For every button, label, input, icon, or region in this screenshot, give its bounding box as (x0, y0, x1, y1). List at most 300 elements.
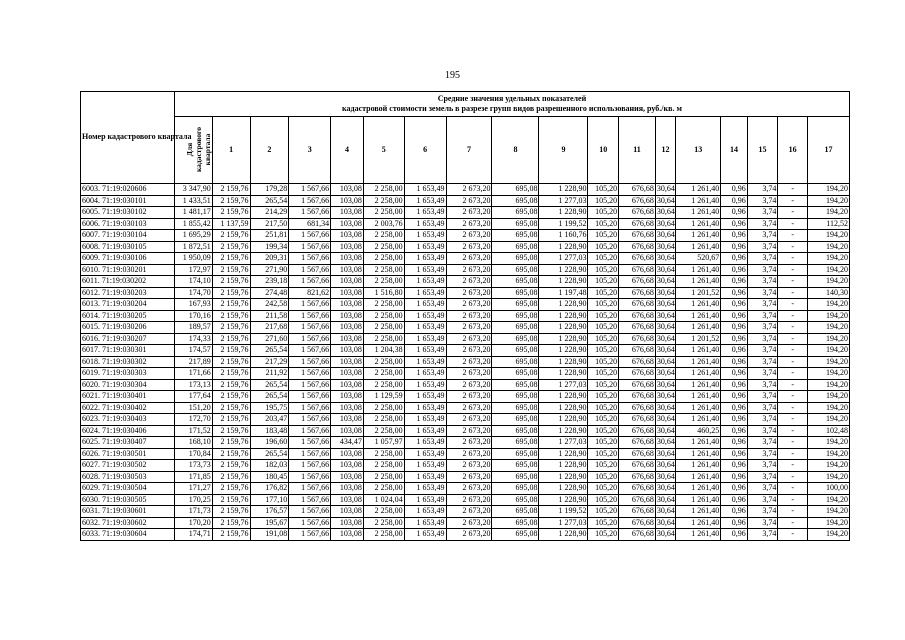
value-cell: 695,08 (492, 425, 539, 437)
value-cell: 0,96 (721, 391, 748, 403)
value-cell: 30,64 (656, 448, 675, 458)
value-cell: 2 258,00 (363, 253, 404, 265)
value-cell: 0,96 (721, 437, 748, 449)
value-cell: 1 261,40 (676, 529, 721, 541)
value-cell: - (778, 437, 808, 449)
value-cell: 2 159,76 (212, 207, 250, 219)
value-cell: 2 258,00 (363, 506, 404, 518)
value-cell: 1 228,90 (539, 322, 588, 334)
table-row (81, 299, 850, 311)
value-cell: 30,64 (656, 218, 675, 228)
value-cell: 1 261,40 (676, 356, 721, 368)
value-cell: 2 159,76 (212, 460, 250, 472)
value-cell: 1 567,66 (289, 299, 331, 311)
value-cell: 2 258,00 (363, 448, 404, 460)
value-cell: 1 653,49 (404, 299, 446, 311)
value-cell: 3,74 (747, 379, 778, 391)
cadastral-quarter-cell: 6024. 71:19:030406 (81, 425, 175, 437)
value-cell: 105,20 (588, 276, 619, 288)
cadastral-quarter-cell: 6020. 71:19:030304 (81, 379, 175, 391)
value-cell: 2 673,20 (446, 402, 492, 414)
value-cell: 821,62 (289, 287, 331, 299)
value-cell: 1 567,66 (289, 195, 331, 207)
value-cell: 174,33 (174, 333, 212, 345)
value-cell: - (778, 264, 808, 276)
value-cell: 1 653,49 (404, 483, 446, 495)
value-cell: 2 673,20 (446, 333, 492, 345)
value-cell: 1 653,49 (404, 322, 446, 334)
table-row (81, 517, 850, 529)
cadastral-quarter-cell: 6009. 71:19:030106 (81, 253, 175, 265)
value-cell: 103,08 (331, 379, 364, 391)
value-cell: 103,08 (331, 345, 364, 357)
header-title-line1: Средние значения удельных показателей (437, 93, 587, 103)
cadastral-quarter-cell: 6014. 71:19:030205 (81, 310, 175, 322)
value-cell: - (778, 379, 808, 391)
cadastral-quarter-cell: 6017. 71:19:030301 (81, 345, 175, 357)
value-cell: 103,08 (331, 529, 364, 541)
value-cell: 1 261,40 (676, 345, 721, 357)
value-cell: 105,20 (588, 529, 619, 541)
value-cell: 1 653,49 (404, 414, 446, 426)
header-column-3: 3 (289, 117, 331, 184)
value-cell: 1 261,40 (676, 437, 721, 449)
value-cell: 105,20 (588, 425, 619, 437)
value-cell: 3,74 (747, 437, 778, 449)
value-cell: 30,64 (656, 287, 675, 297)
value-cell: 265,54 (250, 379, 289, 391)
cadastral-quarter-cell: 6004. 71:19:030101 (81, 195, 175, 207)
value-cell: 3,74 (747, 448, 778, 460)
value-cell: 30,64 (656, 517, 675, 527)
value-cell: 1 653,49 (404, 356, 446, 368)
value-cell: 2 258,00 (363, 333, 404, 345)
value-cell: 1 567,66 (289, 333, 331, 345)
value-cell: 1 228,90 (539, 276, 588, 288)
value-cell: 2 673,20 (446, 218, 492, 230)
value-cell: 194,20 (807, 299, 849, 311)
value-cell: 103,08 (331, 310, 364, 322)
value-cell: 2 159,76 (212, 299, 250, 311)
value-cell: 1 567,66 (289, 506, 331, 518)
table-row (81, 310, 850, 322)
value-cell: 676,68 (619, 322, 656, 334)
value-cell: 434,47 (331, 437, 364, 449)
value-cell: 2 159,76 (212, 230, 250, 242)
value-cell: 179,28 (250, 184, 289, 196)
value-cell: 194,20 (807, 207, 849, 219)
value-cell: - (778, 448, 808, 460)
value-cell: 3,74 (747, 425, 778, 437)
value-cell: 1 567,66 (289, 184, 331, 196)
value-cell: - (778, 368, 808, 380)
value-cell: 1 653,49 (404, 195, 446, 207)
value-cell: 2 159,76 (212, 379, 250, 391)
value-cell: 676,68 (619, 310, 656, 322)
value-cell: 170,20 (174, 517, 212, 529)
value-cell: 1 855,42 (174, 218, 212, 230)
value-cell: 1 228,90 (539, 448, 588, 460)
value-cell: 1 567,66 (289, 276, 331, 288)
value-cell: 30,64 (656, 322, 675, 331)
value-cell: 0,96 (721, 414, 748, 426)
value-cell: 1 199,52 (539, 506, 588, 518)
cadastral-quarter-cell: 6029. 71:19:030504 (81, 483, 175, 495)
value-cell: 1 653,49 (404, 437, 446, 449)
value-cell: 30,64 (656, 414, 675, 423)
value-cell: 174,57 (174, 345, 212, 357)
value-cell: 194,20 (807, 195, 849, 207)
value-cell: 30,64 (656, 402, 675, 412)
value-cell: 2 159,76 (212, 494, 250, 506)
value-cell: 2 258,00 (363, 471, 404, 483)
value-cell: 30,64 (656, 483, 675, 492)
value-cell: 676,68 (619, 437, 656, 449)
page-number: 195 (445, 70, 460, 81)
value-cell: 0,96 (721, 218, 748, 230)
value-cell: 676,68 (619, 448, 656, 460)
value-cell: 3,74 (747, 517, 778, 529)
cadastral-quarter-cell: 6022. 71:19:030402 (81, 402, 175, 414)
value-cell: 2 258,00 (363, 402, 404, 414)
value-cell: 2 159,76 (212, 368, 250, 380)
cadastral-quarter-cell: 6018. 71:19:030302 (81, 356, 175, 368)
value-cell: 2 159,76 (212, 471, 250, 483)
value-cell: 695,08 (492, 356, 539, 368)
value-cell: 1 653,49 (404, 184, 446, 196)
value-cell: 0,96 (721, 529, 748, 541)
cadastral-quarter-cell: 6028. 71:19:030503 (81, 471, 175, 483)
value-cell: 695,08 (492, 368, 539, 380)
value-cell: 103,08 (331, 218, 364, 230)
value-cell: 103,08 (331, 241, 364, 253)
value-cell: 1 950,09 (174, 253, 212, 265)
value-cell: 3,74 (747, 218, 778, 230)
value-cell: 2 159,76 (212, 287, 250, 299)
value-cell: 30,64 (656, 184, 675, 193)
value-cell: - (778, 414, 808, 426)
value-cell: 170,25 (174, 494, 212, 506)
value-cell: 0,96 (721, 471, 748, 483)
value-cell: - (778, 322, 808, 334)
value-cell: 3,74 (747, 299, 778, 311)
value-cell: - (778, 276, 808, 288)
value-cell: 2 258,00 (363, 414, 404, 426)
header-for-quarter-text (185, 127, 212, 172)
value-cell: 676,68 (619, 379, 656, 391)
value-cell: 1 567,66 (289, 207, 331, 219)
value-cell: 1 653,49 (404, 494, 446, 506)
value-cell: 695,08 (492, 299, 539, 311)
value-cell: 194,20 (807, 230, 849, 242)
value-cell: 2 159,76 (212, 391, 250, 403)
header-column-17: 17 (807, 117, 849, 184)
value-cell: 194,20 (807, 322, 849, 334)
value-cell: 2 258,00 (363, 529, 404, 541)
table-row (81, 437, 850, 449)
value-cell: 171,52 (174, 425, 212, 437)
value-cell: 2 258,00 (363, 368, 404, 380)
value-cell: 1 567,66 (289, 529, 331, 541)
table-body (81, 184, 850, 541)
value-cell: 1 261,40 (676, 506, 721, 518)
value-cell: 695,08 (492, 207, 539, 219)
value-cell: 1 228,90 (539, 529, 588, 541)
value-cell: 105,20 (588, 195, 619, 207)
value-cell: 0,96 (721, 483, 748, 495)
cadastral-quarter-cell: 6030. 71:19:030505 (81, 494, 175, 506)
value-cell: 0,96 (721, 310, 748, 322)
value-cell: 695,08 (492, 322, 539, 334)
value-cell: 1 653,49 (404, 368, 446, 380)
value-cell: 1 261,40 (676, 299, 721, 311)
value-cell: 1 261,40 (676, 241, 721, 253)
value-cell: 1 228,90 (539, 356, 588, 368)
value-cell: 1 228,90 (539, 414, 588, 426)
value-cell: 2 258,00 (363, 517, 404, 529)
value-cell: 211,58 (250, 310, 289, 322)
value-cell: 174,71 (174, 529, 212, 541)
value-cell: 3,74 (747, 414, 778, 426)
value-cell: 1 228,90 (539, 299, 588, 311)
value-cell: 3,74 (747, 253, 778, 265)
header-column-7: 7 (446, 117, 492, 184)
header-column-16: 16 (778, 117, 808, 184)
cadastral-value-table (80, 91, 850, 541)
value-cell: 2 159,76 (212, 414, 250, 426)
value-cell: 1 201,52 (676, 333, 721, 345)
value-cell: 103,08 (331, 184, 364, 196)
value-cell: 3,74 (747, 322, 778, 334)
value-cell: 0,96 (721, 184, 748, 196)
cadastral-quarter-cell: 6023. 71:19:030403 (81, 414, 175, 426)
value-cell: 695,08 (492, 195, 539, 207)
value-cell: 695,08 (492, 241, 539, 253)
value-cell: 676,68 (619, 402, 656, 414)
value-cell: 194,20 (807, 517, 849, 529)
table-row (81, 345, 850, 357)
value-cell: 3,74 (747, 460, 778, 472)
value-cell: 695,08 (492, 379, 539, 391)
value-cell: 1 261,40 (676, 460, 721, 472)
value-cell: 105,20 (588, 345, 619, 357)
value-cell: 176,57 (250, 506, 289, 518)
header-title-line2: кадастровой стоимости земель в разрезе групп видов разрешенного использования, руб./кв. м (342, 104, 682, 113)
header-for-quarter (174, 117, 212, 184)
value-cell: 173,73 (174, 460, 212, 472)
value-cell: 0,96 (721, 448, 748, 460)
value-cell: 695,08 (492, 471, 539, 483)
value-cell: 1 653,49 (404, 310, 446, 322)
value-cell: 676,68 (619, 333, 656, 345)
value-cell: 217,89 (174, 356, 212, 368)
value-cell: 1 653,49 (404, 402, 446, 414)
value-cell: 676,68 (619, 253, 656, 265)
value-cell: 0,96 (721, 264, 748, 276)
value-cell: 0,96 (721, 402, 748, 414)
value-cell: 3,74 (747, 494, 778, 506)
value-cell: 171,73 (174, 506, 212, 518)
table-row (81, 448, 850, 460)
value-cell: 103,08 (331, 356, 364, 368)
value-cell: 1 261,40 (676, 322, 721, 334)
value-cell: 2 673,20 (446, 425, 492, 437)
value-cell: 183,48 (250, 425, 289, 437)
value-cell: 105,20 (588, 517, 619, 529)
value-cell: 0,96 (721, 207, 748, 219)
value-cell: 1 653,49 (404, 391, 446, 403)
value-cell: 102,48 (807, 425, 849, 437)
value-cell: 676,68 (619, 276, 656, 288)
value-cell: 170,16 (174, 310, 212, 322)
value-cell: 695,08 (492, 345, 539, 357)
header-column-11: 11 (619, 117, 656, 184)
value-cell: 1 199,52 (539, 218, 588, 230)
value-cell: 695,08 (492, 517, 539, 529)
value-cell: 1 567,66 (289, 402, 331, 414)
value-cell: 174,70 (174, 287, 212, 299)
value-cell: 695,08 (492, 310, 539, 322)
value-cell: 676,68 (619, 230, 656, 242)
value-cell: 1 261,40 (676, 207, 721, 219)
value-cell: 1 567,66 (289, 356, 331, 368)
cadastral-quarter-cell: 6016. 71:19:030207 (81, 333, 175, 345)
value-cell: 681,34 (289, 218, 331, 230)
header-for-quarter-line3: квартала (202, 133, 212, 166)
value-cell: 695,08 (492, 529, 539, 541)
value-cell: 676,68 (619, 207, 656, 219)
value-cell: 1 277,03 (539, 437, 588, 449)
value-cell: 1 261,40 (676, 195, 721, 207)
value-cell: 3,74 (747, 471, 778, 483)
value-cell: 1 261,40 (676, 276, 721, 288)
value-cell: 105,20 (588, 402, 619, 414)
value-cell: 1 277,03 (539, 379, 588, 391)
value-cell: 30,64 (656, 506, 675, 515)
value-cell: 695,08 (492, 402, 539, 414)
value-cell: 168,10 (174, 437, 212, 449)
table-row (81, 414, 850, 426)
value-cell: 1 261,40 (676, 517, 721, 529)
value-cell: 194,20 (807, 310, 849, 322)
value-cell: 1 653,49 (404, 207, 446, 219)
cadastral-quarter-cell: 6026. 71:19:030501 (81, 448, 175, 460)
value-cell: 30,64 (656, 264, 675, 274)
cadastral-quarter-cell: 6015. 71:19:030206 (81, 322, 175, 334)
cadastral-quarter-cell: 6019. 71:19:030303 (81, 368, 175, 380)
value-cell: - (778, 287, 808, 299)
value-cell: 1 516,80 (363, 287, 404, 299)
value-cell: 1 261,40 (676, 391, 721, 403)
value-cell: 676,68 (619, 471, 656, 483)
value-cell: 140,30 (807, 287, 849, 299)
value-cell: 1 228,90 (539, 310, 588, 322)
value-cell: 0,96 (721, 333, 748, 345)
value-cell: 676,68 (619, 264, 656, 276)
value-cell: - (778, 299, 808, 311)
value-cell: 2 673,20 (446, 310, 492, 322)
value-cell: 194,20 (807, 391, 849, 403)
table-row (81, 322, 850, 334)
value-cell: 3,74 (747, 391, 778, 403)
value-cell: 2 673,20 (446, 287, 492, 299)
value-cell: 695,08 (492, 414, 539, 426)
header-column-9: 9 (539, 117, 588, 184)
value-cell: 194,20 (807, 471, 849, 483)
value-cell: 676,68 (619, 483, 656, 495)
value-cell: 2 673,20 (446, 345, 492, 357)
value-cell: 2 159,76 (212, 195, 250, 207)
value-cell: 1 228,90 (539, 345, 588, 357)
value-cell: 112,52 (807, 218, 849, 230)
value-cell: 105,20 (588, 322, 619, 334)
value-cell: 3,74 (747, 345, 778, 357)
value-cell: 30,64 (656, 460, 675, 469)
table-row (81, 471, 850, 483)
value-cell: 103,08 (331, 483, 364, 495)
value-cell: 2 673,20 (446, 379, 492, 391)
value-cell: 1 137,59 (212, 218, 250, 230)
table-row (81, 218, 850, 230)
value-cell: 105,20 (588, 494, 619, 506)
value-cell: 0,96 (721, 460, 748, 472)
value-cell: 1 261,40 (676, 483, 721, 495)
value-cell: 105,20 (588, 287, 619, 299)
value-cell: 0,96 (721, 345, 748, 357)
value-cell: 105,20 (588, 253, 619, 265)
value-cell: 1 024,04 (363, 494, 404, 506)
value-cell: 194,20 (807, 529, 849, 541)
value-cell: 0,96 (721, 494, 748, 506)
value-cell: - (778, 195, 808, 207)
value-cell: 2 258,00 (363, 299, 404, 311)
value-cell: 30,64 (656, 391, 675, 400)
value-cell: 676,68 (619, 218, 656, 230)
value-cell: 1 261,40 (676, 448, 721, 460)
value-cell: 2 159,76 (212, 345, 250, 357)
header-column-1: 1 (212, 117, 250, 184)
value-cell: 1 261,40 (676, 402, 721, 414)
value-cell: 0,96 (721, 253, 748, 265)
value-cell: 3,74 (747, 195, 778, 207)
value-cell: 171,27 (174, 483, 212, 495)
value-cell: - (778, 218, 808, 230)
value-cell: 520,67 (676, 253, 721, 265)
value-cell: 2 159,76 (212, 448, 250, 460)
value-cell: 2 159,76 (212, 356, 250, 368)
value-cell: 1 261,40 (676, 218, 721, 230)
table-row (81, 379, 850, 391)
value-cell: 2 258,00 (363, 356, 404, 368)
value-cell: 676,68 (619, 529, 656, 541)
cadastral-quarter-cell: 6006. 71:19:030103 (81, 218, 175, 230)
value-cell: 676,68 (619, 506, 656, 518)
value-cell: - (778, 184, 808, 196)
value-cell: 194,20 (807, 333, 849, 345)
value-cell: 1 129,59 (363, 391, 404, 403)
value-cell: 1 261,40 (676, 368, 721, 380)
table-row (81, 529, 850, 541)
value-cell: 1 567,66 (289, 437, 331, 449)
value-cell: 2 159,76 (212, 402, 250, 414)
value-cell: 3,74 (747, 402, 778, 414)
value-cell: 1 261,40 (676, 310, 721, 322)
table-row (81, 241, 850, 253)
value-cell: 2 673,20 (446, 241, 492, 253)
value-cell: 2 258,00 (363, 264, 404, 276)
value-cell: 199,34 (250, 241, 289, 253)
header-column-2: 2 (250, 117, 289, 184)
